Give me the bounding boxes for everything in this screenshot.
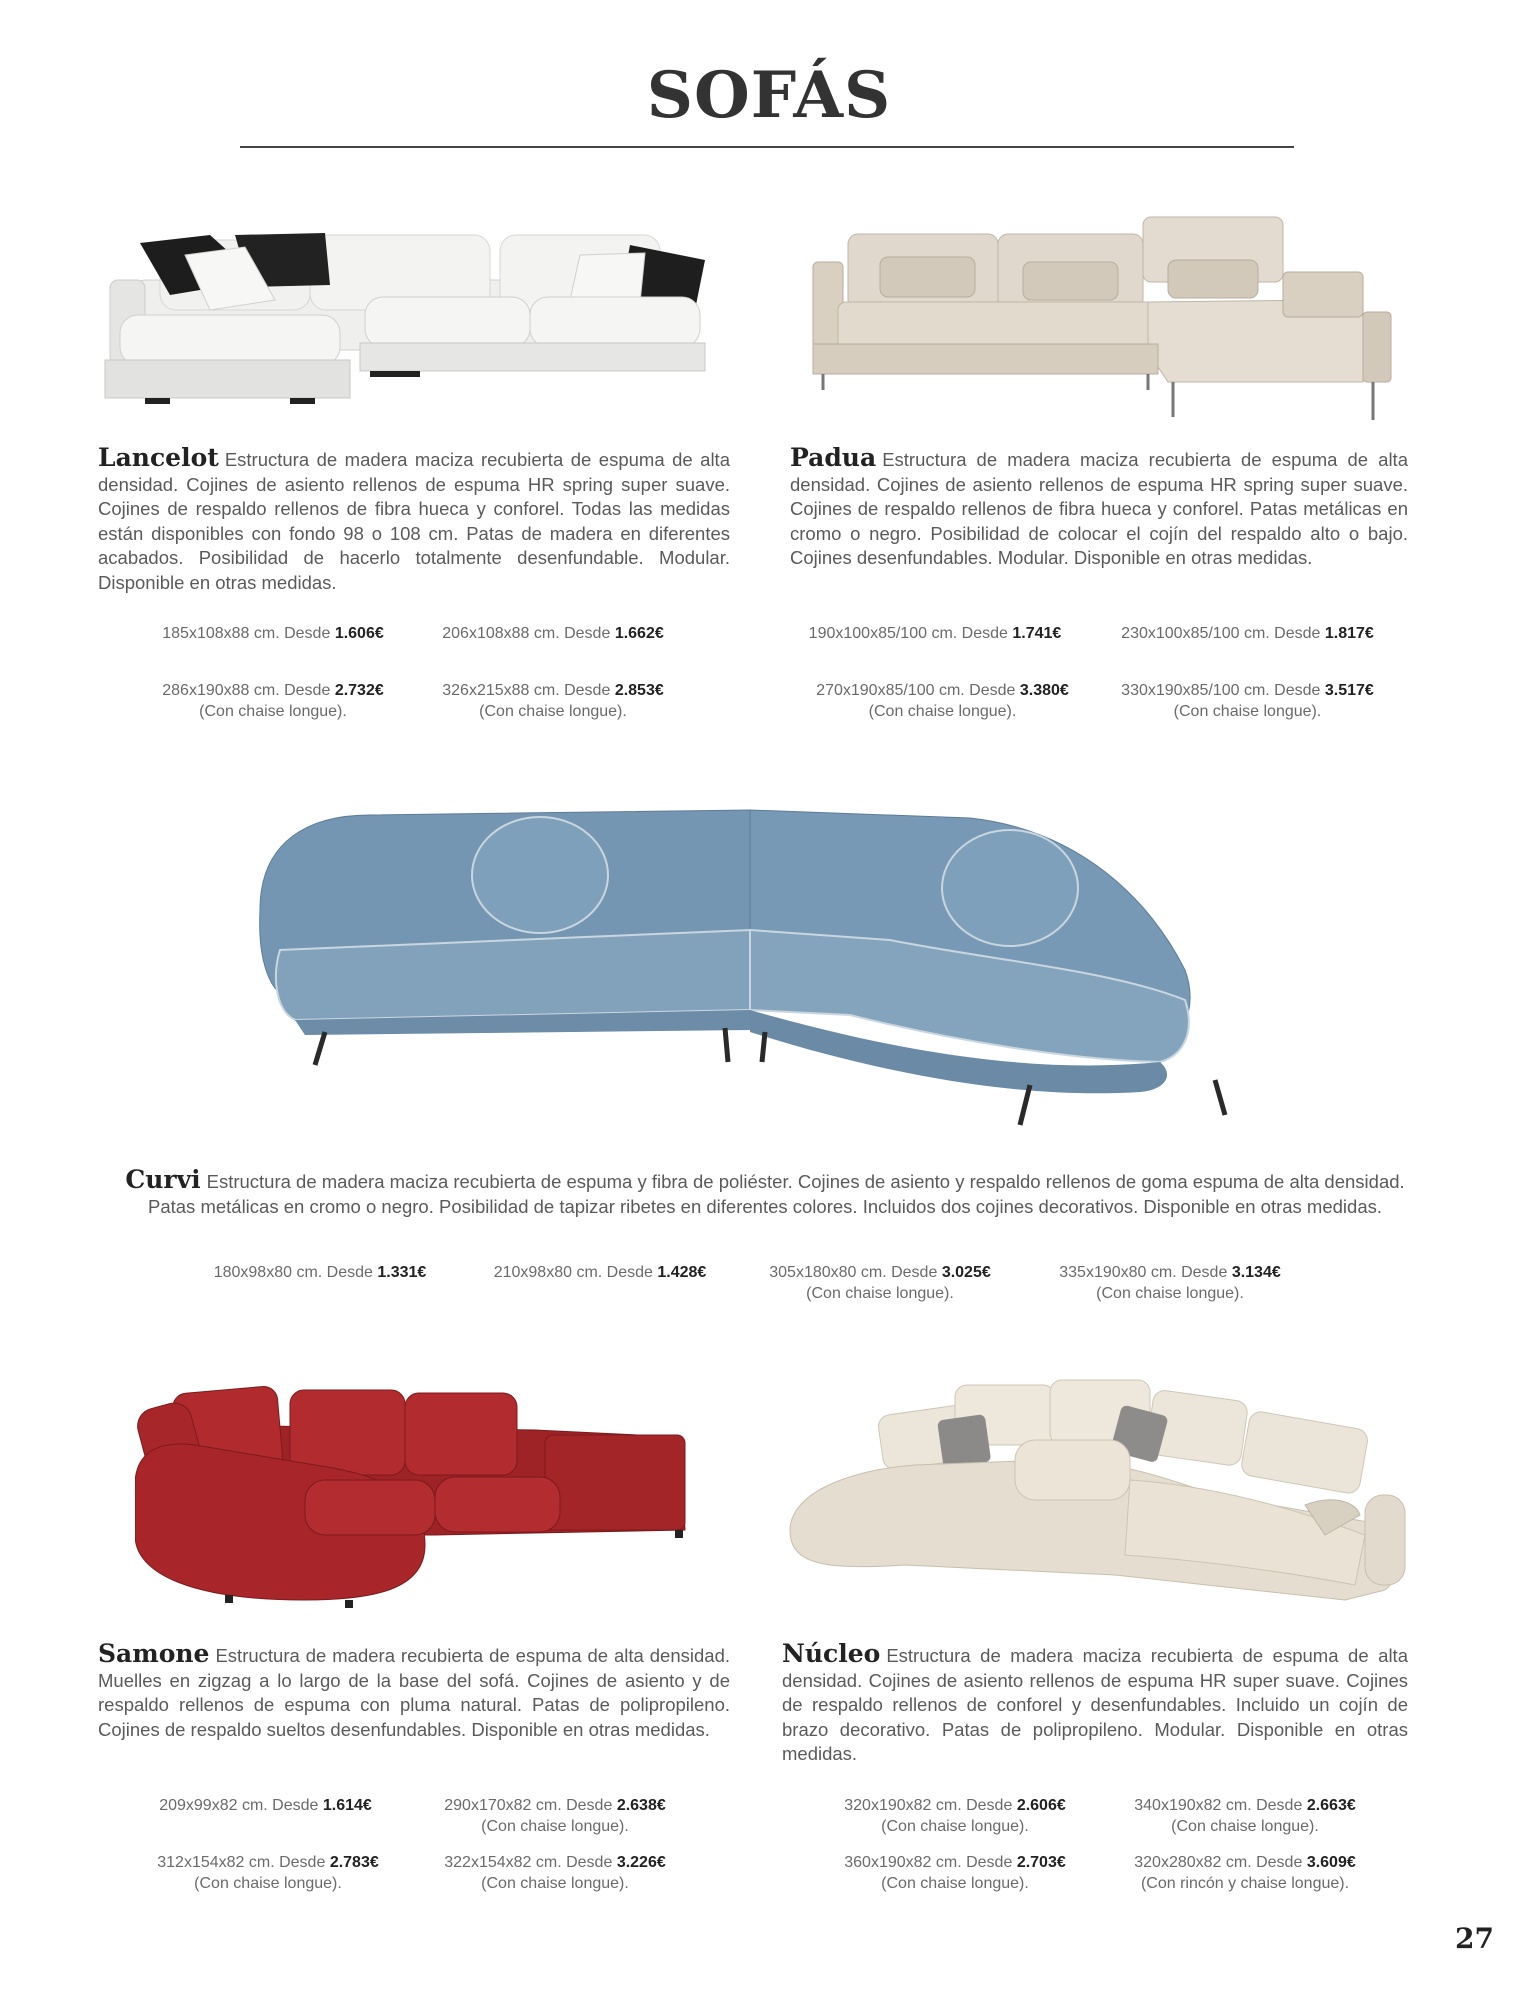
padua-price-4 bbox=[1110, 680, 1385, 722]
price-value: 1.331€ bbox=[377, 1264, 427, 1281]
padua-description bbox=[790, 443, 1408, 571]
price-value: 2.638€ bbox=[616, 1797, 666, 1814]
padua-price-3 bbox=[805, 680, 1080, 722]
nucleo-price-1 bbox=[825, 1795, 1085, 1837]
price-size: 360x190x82 cm. Desde bbox=[844, 1854, 1013, 1871]
price-value: 1.741€ bbox=[1012, 625, 1062, 642]
lancelot-price-3 bbox=[148, 680, 398, 722]
price-size: 270x190x85/100 cm. Desde bbox=[816, 682, 1016, 699]
price-note: (Con chaise longue). bbox=[806, 1285, 954, 1302]
price-size: 230x100x85/100 cm. Desde bbox=[1121, 625, 1321, 642]
samone-description bbox=[98, 1639, 730, 1742]
samone-price-3 bbox=[138, 1852, 398, 1894]
price-note: (Con chaise longue). bbox=[194, 1875, 342, 1892]
price-note: (Con chaise longue). bbox=[881, 1875, 1029, 1892]
price-size: 335x190x80 cm. Desde bbox=[1059, 1264, 1228, 1281]
curvi-price-1 bbox=[200, 1262, 440, 1283]
lancelot-name: Lancelot bbox=[98, 443, 219, 472]
nucleo-sofa-image bbox=[785, 1375, 1410, 1620]
padua-price-1 bbox=[805, 623, 1065, 644]
price-size: 286x190x88 cm. Desde bbox=[162, 682, 331, 699]
nucleo-name: Núcleo bbox=[782, 1639, 881, 1668]
price-value: 1.606€ bbox=[334, 625, 384, 642]
curvi-price-4 bbox=[1045, 1262, 1295, 1304]
page-title: SOFÁS bbox=[646, 58, 892, 133]
padua-price-2 bbox=[1110, 623, 1385, 644]
nucleo-price-3 bbox=[825, 1852, 1085, 1894]
price-value: 2.703€ bbox=[1016, 1854, 1066, 1871]
price-note: (Con chaise longue). bbox=[481, 1818, 629, 1835]
price-note: (Con rincón y chaise longue). bbox=[1140, 1875, 1350, 1892]
price-value: 2.606€ bbox=[1016, 1797, 1066, 1814]
lancelot-price-2 bbox=[428, 623, 678, 644]
price-value: 2.783€ bbox=[329, 1854, 379, 1871]
curvi-text: Estructura de madera maciza recubierta de espuma y fibra de poliéster. Cojines de asiento y respaldo rellenos de goma espuma de alta densidad. Patas metálicas en cromo o negro. Posibilidad de tapizar ribetes en diferentes colores. Incluidos dos cojines decorativos. Disponible en otras medidas. bbox=[148, 1171, 1405, 1217]
nucleo-text: Estructura de madera maciza recubierta de espuma de alta densidad. Cojines de asiento rellenos de espuma HR super suave. Cojines de respaldo rellenos de conforel y desenfundables. Incluido un cojín de brazo decorativo. Patas de polipropileno. Modular. Disponible en otras medidas. bbox=[782, 1645, 1408, 1765]
price-size: 210x98x80 cm. Desde bbox=[493, 1264, 653, 1281]
samone-sofa-image bbox=[135, 1385, 695, 1615]
price-size: 322x154x82 cm. Desde bbox=[444, 1854, 613, 1871]
price-size: 180x98x80 cm. Desde bbox=[213, 1264, 373, 1281]
page-number: 27 bbox=[1455, 1922, 1494, 1955]
price-size: 206x108x88 cm. Desde bbox=[442, 625, 611, 642]
curvi-name: Curvi bbox=[125, 1165, 201, 1194]
price-size: 330x190x85/100 cm. Desde bbox=[1121, 682, 1321, 699]
price-value: 2.732€ bbox=[334, 682, 384, 699]
lancelot-price-1 bbox=[148, 623, 398, 644]
curvi-sofa-image bbox=[250, 800, 1260, 1140]
price-size: 209x99x82 cm. Desde bbox=[159, 1797, 319, 1814]
lancelot-description bbox=[98, 443, 730, 596]
price-value: 3.025€ bbox=[941, 1264, 991, 1281]
lancelot-text: Estructura de madera maciza recubierta de espuma de alta densidad. Cojines de asiento rellenos de espuma HR spring super suave. Cojines de respaldo rellenos de fibra hueca y conforel. Todas las medidas están disponibles con fondo 98 o 108 cm. Patas de madera en diferentes acabados. Posibilidad de hacerlo totalmente desenfundable. Modular. Disponible en otras medidas. bbox=[98, 449, 730, 593]
price-note: (Con chaise longue). bbox=[1171, 1818, 1319, 1835]
price-size: 185x108x88 cm. Desde bbox=[162, 625, 331, 642]
price-value: 3.609€ bbox=[1306, 1854, 1356, 1871]
curvi-price-3 bbox=[755, 1262, 1005, 1304]
padua-text: Estructura de madera maciza recubierta de espuma de alta densidad. Cojines de asiento rellenos de espuma HR spring super suave. Cojines de respaldo rellenos de fibra hueca y conforel. Patas metálicas en cromo o negro. Posibilidad de colocar el cojín del respaldo alto o bajo. Cojines desenfundables. Modular. Disponible en otras medidas. bbox=[790, 449, 1408, 569]
price-note: (Con chaise longue). bbox=[868, 703, 1017, 720]
price-size: 326x215x88 cm. Desde bbox=[442, 682, 611, 699]
samone-name: Samone bbox=[98, 1639, 210, 1668]
price-value: 3.380€ bbox=[1019, 682, 1069, 699]
price-note: (Con chaise longue). bbox=[1173, 703, 1322, 720]
price-size: 312x154x82 cm. Desde bbox=[157, 1854, 326, 1871]
price-value: 3.226€ bbox=[616, 1854, 666, 1871]
price-note: (Con chaise longue). bbox=[1096, 1285, 1244, 1302]
price-value: 2.853€ bbox=[614, 682, 664, 699]
curvi-price-2 bbox=[475, 1262, 725, 1283]
padua-sofa-image bbox=[808, 212, 1398, 427]
nucleo-description bbox=[782, 1639, 1408, 1767]
samone-text: Estructura de madera recubierta de espuma de alta densidad. Muelles en zigzag a lo largo de la base del sofá. Cojines de asiento y de respaldo rellenos de espuma con pluma natural. Patas de polipropileno. Cojines de respaldo sueltos desenfundables. Disponible en otras medidas. bbox=[98, 1645, 730, 1740]
title-divider bbox=[240, 146, 1294, 148]
price-value: 1.817€ bbox=[1324, 625, 1374, 642]
nucleo-price-2 bbox=[1115, 1795, 1375, 1837]
price-size: 320x280x82 cm. Desde bbox=[1134, 1854, 1303, 1871]
price-note: (Con chaise longue). bbox=[479, 703, 627, 720]
price-value: 3.517€ bbox=[1324, 682, 1374, 699]
curvi-description bbox=[120, 1165, 1410, 1219]
samone-price-1 bbox=[138, 1795, 393, 1816]
price-size: 340x190x82 cm. Desde bbox=[1134, 1797, 1303, 1814]
price-size: 320x190x82 cm. Desde bbox=[844, 1797, 1013, 1814]
samone-price-2 bbox=[425, 1795, 685, 1837]
lancelot-price-4 bbox=[428, 680, 678, 722]
samone-price-4 bbox=[425, 1852, 685, 1894]
price-value: 2.663€ bbox=[1306, 1797, 1356, 1814]
price-size: 290x170x82 cm. Desde bbox=[444, 1797, 613, 1814]
price-note: (Con chaise longue). bbox=[881, 1818, 1029, 1835]
padua-name: Padua bbox=[790, 443, 877, 472]
lancelot-sofa-image bbox=[100, 225, 730, 410]
price-value: 1.662€ bbox=[614, 625, 664, 642]
nucleo-price-4 bbox=[1115, 1852, 1375, 1894]
price-value: 3.134€ bbox=[1231, 1264, 1281, 1281]
price-size: 305x180x80 cm. Desde bbox=[769, 1264, 938, 1281]
price-size: 190x100x85/100 cm. Desde bbox=[808, 625, 1008, 642]
price-value: 1.614€ bbox=[322, 1797, 372, 1814]
price-note: (Con chaise longue). bbox=[199, 703, 347, 720]
price-note: (Con chaise longue). bbox=[481, 1875, 629, 1892]
price-value: 1.428€ bbox=[657, 1264, 707, 1281]
